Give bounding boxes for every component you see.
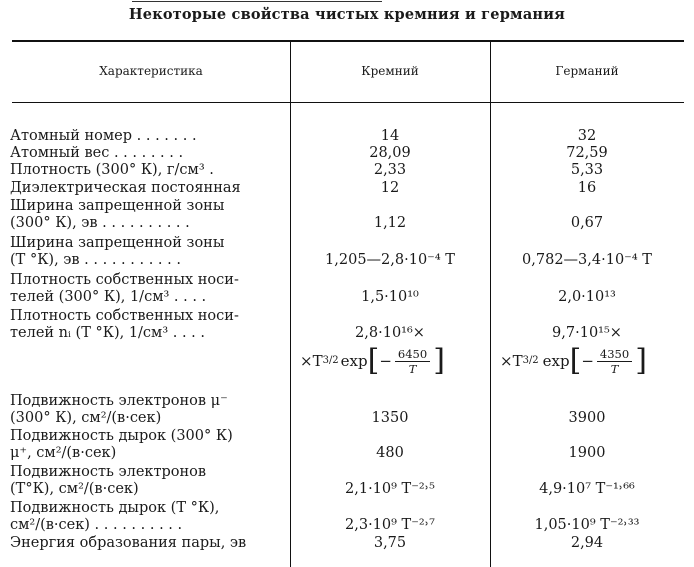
row-label-atomic-number: Атомный номер . . . . . . . <box>10 128 197 144</box>
row-label-hole-mobility-300k-2: μ⁺, см²/(в·сек) <box>10 445 117 461</box>
row-label-hole-mobility-300k-1: Подвижность дырок (300° К) <box>10 428 233 444</box>
row-label-intrinsic-t-1: Плотность собственных носи- <box>10 308 239 324</box>
row-label-electron-mobility-t-1: Подвижность электронов <box>10 464 207 480</box>
row-label-electron-mobility-t-2: (T°К), см²/(в·сек) <box>10 481 139 497</box>
header-separator-rule <box>12 102 684 103</box>
table-title: Некоторые свойства чистых кремния и германия <box>128 6 566 23</box>
si-pair-energy: 3,75 <box>373 535 407 551</box>
row-label-electron-mobility-300k-1: Подвижность электронов μ⁻ <box>10 393 228 409</box>
si-density: 2,33 <box>373 162 407 178</box>
row-label-bandgap-t-1: Ширина запрещенной зоны <box>10 235 225 251</box>
si-electron-mobility-300k: 1350 <box>371 410 409 426</box>
row-label-electron-mobility-300k-2: (300° К), см²/(в·сек) <box>10 410 162 426</box>
ge-electron-mobility-300k: 3900 <box>568 410 606 426</box>
row-label-intrinsic-t-2: телей nᵢ (T °К), 1/см³ . . . . <box>10 325 206 341</box>
row-label-intrinsic-300k-2: телей (300° К), 1/см³ . . . . <box>10 289 207 305</box>
title-overline <box>132 1 382 2</box>
row-label-dielectric: Диэлектрическая постоянная <box>10 180 241 196</box>
ge-dielectric: 16 <box>577 180 597 196</box>
header-characteristic: Характеристика <box>99 64 203 78</box>
si-atomic-number: 14 <box>380 128 400 144</box>
si-atomic-weight: 28,09 <box>369 145 411 161</box>
ge-atomic-weight: 72,59 <box>566 145 608 161</box>
ge-bandgap-300k: 0,67 <box>570 215 604 231</box>
si-bandgap-300k: 1,12 <box>373 215 407 231</box>
ge-electron-mobility-t: 4,9·10⁷ T⁻¹˒⁶⁶ <box>539 481 635 497</box>
row-label-bandgap-t-2: (T °К), эв . . . . . . . . . . . <box>10 252 181 268</box>
ge-atomic-number: 32 <box>577 128 597 144</box>
ge-intrinsic-formula: ×T 3/2 exp [ − $\frac{4350}{T}$ ] <box>500 343 647 378</box>
ge-density: 5,33 <box>570 162 604 178</box>
si-hole-mobility-300k: 480 <box>376 445 404 461</box>
ge-hole-mobility-t: 1,05·10⁹ T⁻²˒³³ <box>534 517 640 533</box>
si-hole-mobility-t: 2,3·10⁹ T⁻²˒⁷ <box>345 517 435 533</box>
row-label-hole-mobility-t-2: см²/(в·сек) . . . . . . . . . . <box>10 517 183 533</box>
ge-intrinsic-t: 9,7·10¹⁵× <box>552 325 622 341</box>
si-dielectric: 12 <box>380 180 400 196</box>
row-label-bandgap-300k-2: (300° К), эв . . . . . . . . . . <box>10 215 190 231</box>
ge-bandgap-t: 0,782—3,4·10⁻⁴ T <box>522 252 652 268</box>
si-intrinsic-t: 2,8·10¹⁶× <box>355 325 425 341</box>
ge-intrinsic-300k: 2,0·10¹³ <box>558 289 616 305</box>
ge-pair-energy: 2,94 <box>570 535 604 551</box>
row-label-hole-mobility-t-1: Подвижность дырок (T °К), <box>10 500 220 516</box>
table-top-rule <box>12 40 684 42</box>
header-germanium: Германий <box>555 64 619 78</box>
si-intrinsic-300k: 1,5·10¹⁰ <box>361 289 419 305</box>
si-intrinsic-formula: ×T 3/2 exp [ − $\frac{6450}{T}$ ] <box>300 343 445 378</box>
ge-hole-mobility-300k: 1900 <box>568 445 606 461</box>
row-label-intrinsic-300k-1: Плотность собственных носи- <box>10 272 239 288</box>
row-label-pair-energy: Энергия образования пары, эв <box>10 535 247 551</box>
si-electron-mobility-t: 2,1·10⁹ T⁻²˒⁵ <box>345 481 435 497</box>
si-bandgap-t: 1,205—2,8·10⁻⁴ T <box>325 252 455 268</box>
row-label-atomic-weight: Атомный вес . . . . . . . . <box>10 145 184 161</box>
header-silicon: Кремний <box>361 64 419 78</box>
row-label-density: Плотность (300° К), г/см³ . <box>10 162 214 178</box>
row-label-bandgap-300k-1: Ширина запрещенной зоны <box>10 198 225 214</box>
